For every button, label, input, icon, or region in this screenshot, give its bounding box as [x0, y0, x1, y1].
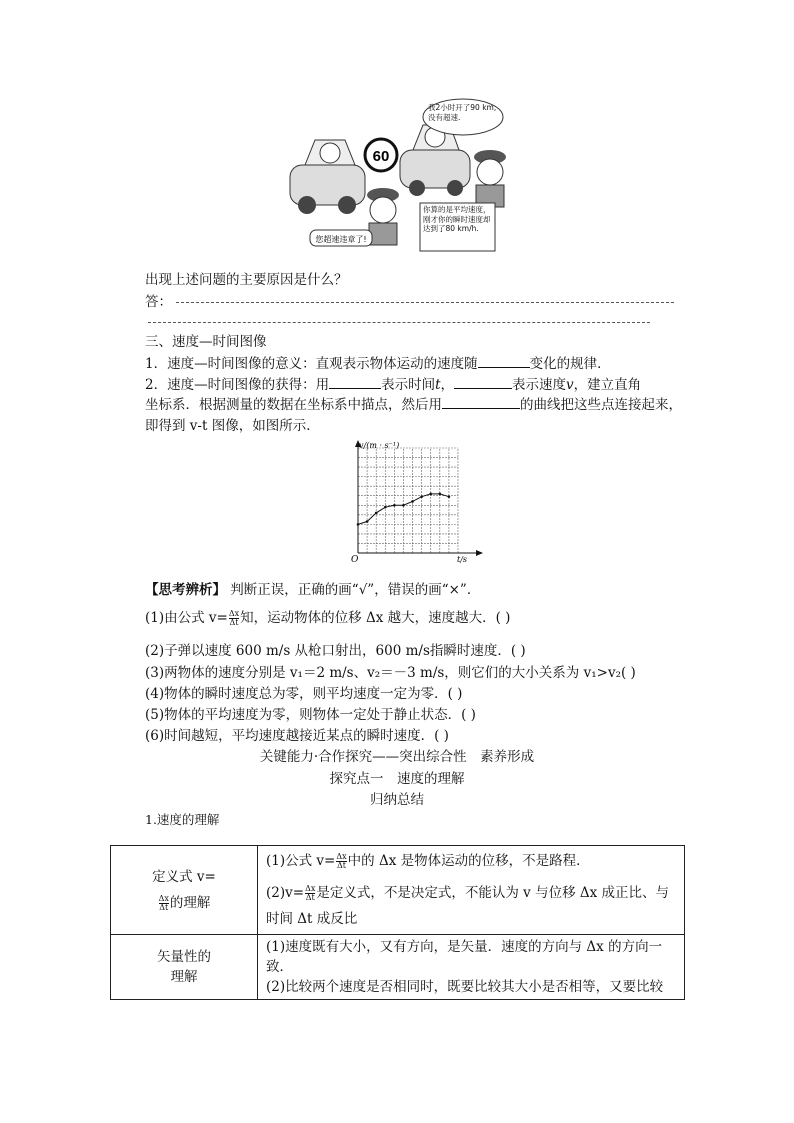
- answer-line-1: [176, 302, 674, 303]
- row2-content: (1)速度既有大小，又有方向，是矢量．速度的方向与 Δx 的方向一 致． (2)比较两个速度是否相同时，既要比较其大小是否相等，又要比较: [258, 935, 685, 1000]
- answer-line-2: [148, 322, 650, 323]
- section3-heading: 三、速度—时间图像: [145, 334, 267, 350]
- cartoon-illustration: [285, 95, 525, 255]
- section3-item2-line3: 即得到 v-t 图像，如图所示．: [145, 418, 320, 434]
- think-item-2: (2)子弹以速度 600 m/s 从枪口射出，600 m/s指瞬时速度．( ): [145, 643, 526, 659]
- think-item-4: (4)物体的瞬时速度总为零，则平均速度一定为零．( ): [145, 686, 463, 702]
- bubble-police-right: 你算的是平均速度，刚才你的瞬时速度却达到了80 km/h.: [420, 203, 495, 251]
- y-axis-label: v/(m · s⁻¹): [359, 441, 400, 450]
- row1-content: (1)公式 v= $\frac{\Delta x}{\Delta t}$ 中的 Δx 是物体运动的位移，不是路程． (2)v= $\frac{\Delta x}{\Delta t}$ 是定义式，不是决定式，不能认为 v 与位移 Δx 成正比、与 时间 Δt 成反比: [258, 846, 685, 935]
- section-title-3: 归纳总结: [370, 792, 424, 808]
- summary-heading: 1.速度的理解: [145, 812, 220, 827]
- bubble-police-left: [310, 230, 372, 246]
- think-item-3: (3)两物体的速度分别是 v₁＝2 m/s、v₂＝－3 m/s，则它们的大小关系为 v₁>v₂( ): [145, 665, 636, 681]
- think-heading: 【思考辨析】 判断正误，正确的画“√”，错误的画“×”．: [145, 582, 481, 598]
- bubble-driver: 我2小时开了90 km,没有超速.: [423, 99, 503, 135]
- svg-text:您超速违章了!: 您超速违章了!: [315, 235, 367, 244]
- blank-4: [442, 395, 520, 409]
- x-axis-label: t/s: [457, 555, 468, 564]
- left-car: [290, 140, 365, 214]
- speed-limit-sign: [365, 139, 397, 171]
- blank-1: [478, 354, 530, 368]
- vt-chart: [345, 438, 485, 568]
- right-car: [400, 125, 470, 196]
- answer-label: 答：: [145, 294, 172, 310]
- section-title-1: 关键能力·合作探究——突出综合性 素养形成: [259, 749, 535, 765]
- row2-label: 矢量性的 理解: [111, 935, 258, 1000]
- origin-label: O: [351, 555, 359, 565]
- svg-text:60: 60: [372, 148, 390, 165]
- think-item-5: (5)物体的平均速度为零，则物体一定处于静止状态．( ): [145, 707, 476, 723]
- row1-label: 定义式 v= $\frac{\Delta x}{\Delta t}$ 的理解: [111, 846, 258, 935]
- section3-item2: 2．速度—时间图像的获得：用 表示时间t， 表示速度v，建立直角: [145, 377, 642, 393]
- think-item-6: (6)时间越短，平均速度越接近某点的瞬时速度．( ): [145, 728, 449, 744]
- police-right: [474, 150, 506, 207]
- blank-3: [454, 375, 512, 389]
- section3-item2-line2: 坐标系．根据测量的数据在坐标系中描点，然后用 的曲线把这些点连接起来，: [145, 397, 682, 413]
- x-axis-arrow: [476, 550, 483, 556]
- question-text: 出现上述问题的主要原因是什么？: [145, 272, 348, 288]
- chart-grid: [358, 448, 458, 553]
- summary-table: [110, 845, 685, 1000]
- section-title-2: 探究点一 速度的理解: [329, 771, 465, 787]
- section3-item1: 1．速度—时间图像的意义：直观表示物体运动的速度随 变化的规律．: [145, 356, 611, 372]
- blank-2: [329, 375, 381, 389]
- think-item-1: (1)由公式 v= $\frac{\Delta x}{\Delta t}$ 知，运动物体的位移 Δx 越大，速度越大．( ): [145, 609, 511, 627]
